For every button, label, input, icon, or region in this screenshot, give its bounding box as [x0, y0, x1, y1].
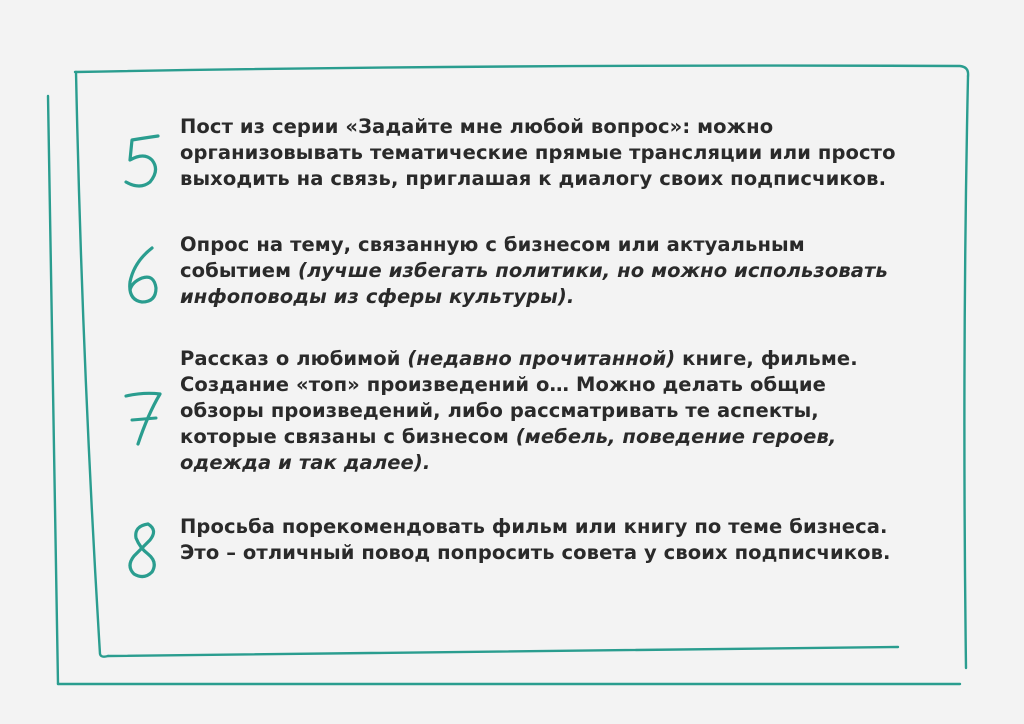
frame-outer-left — [48, 96, 58, 684]
frame-inner-left — [76, 72, 108, 657]
text-segment: обзоры произведений, либо рассматривать те аспекты, — [180, 399, 819, 422]
text-line — [180, 398, 970, 424]
frame-inner-bottom — [108, 647, 898, 656]
item-text-8 — [180, 514, 970, 566]
text-line — [180, 258, 970, 284]
text-segment: которые связаны с бизнесом — [180, 425, 516, 448]
frame-inner-top — [75, 66, 968, 76]
text-line — [180, 424, 970, 450]
frame-outer-bottom — [58, 684, 960, 685]
text-line — [180, 450, 970, 476]
text-line — [180, 232, 970, 258]
text-segment: Опрос на тему, связанную с бизнесом или актуальным — [180, 233, 805, 256]
number-8-glyph — [118, 518, 170, 582]
text-segment: Создание «топ» произведений о… Можно делать общие — [180, 373, 826, 396]
text-line — [180, 140, 970, 166]
text-segment: Просьба порекомендовать фильм или книгу по теме бизнеса. — [180, 515, 888, 538]
text-line — [180, 372, 970, 398]
text-line — [180, 166, 970, 192]
text-segment: Пост из серии «Задайте мне любой вопрос»: можно — [180, 115, 774, 138]
text-line — [180, 346, 970, 372]
text-line — [180, 514, 970, 540]
item-text-7 — [180, 346, 970, 476]
text-line — [180, 540, 970, 566]
text-segment: выходить на связь, приглашая к диалогу своих подписчиков. — [180, 167, 887, 190]
italic-segment: (недавно прочитанной) — [407, 347, 676, 370]
italic-segment: (мебель, поведение героев, — [515, 425, 837, 448]
text-segment: Рассказ о любимой — [180, 347, 408, 370]
number-5-glyph — [118, 130, 170, 194]
text-segment: событием — [180, 259, 299, 282]
text-line — [180, 114, 970, 140]
italic-segment: (лучше избегать политики, но можно использовать — [298, 259, 888, 282]
item-text-5 — [180, 114, 970, 192]
text-segment: Это – отличный повод попросить совета у своих подписчиков. — [180, 541, 891, 564]
text-line — [180, 284, 970, 310]
text-segment: книге, фильме. — [675, 347, 858, 370]
item-text-6 — [180, 232, 970, 310]
italic-segment: одежда и так далее). — [180, 451, 431, 474]
number-6-glyph — [118, 244, 170, 308]
text-segment: организовывать тематические прямые трансляции или просто — [180, 141, 896, 164]
number-7-glyph — [118, 386, 170, 450]
italic-segment: инфоповоды из сферы культуры). — [180, 285, 575, 308]
